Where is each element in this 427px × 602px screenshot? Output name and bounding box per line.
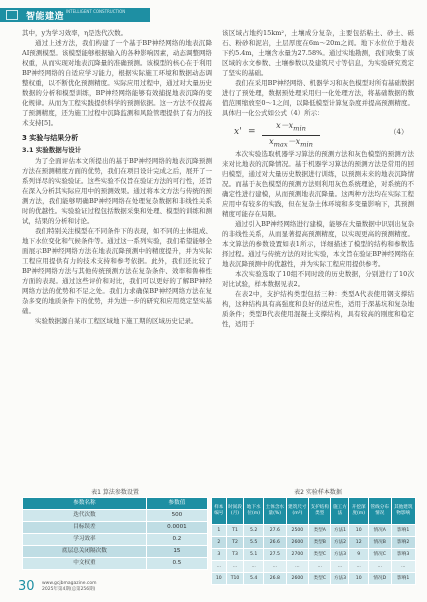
table-cell: 5.2 xyxy=(244,525,264,537)
table-cell: 10 xyxy=(212,573,227,585)
table-header-row xyxy=(23,498,208,510)
table-cell: 1 xyxy=(212,525,227,537)
left-column xyxy=(22,28,212,326)
algorithm-parameter-table xyxy=(22,497,208,570)
table-cell: 2600 xyxy=(286,537,308,549)
table-cell: ... xyxy=(349,561,369,573)
table2-caption: 表2 实验样本数据 xyxy=(294,489,342,496)
table-cell: 26.8 xyxy=(263,573,286,585)
formula-lhs: x' xyxy=(234,127,242,137)
table-cell: ... xyxy=(244,561,264,573)
table-cell: 0.5 xyxy=(146,558,207,570)
table-header-cell: 参数值 xyxy=(146,498,207,510)
table-cell: 9 xyxy=(349,549,369,561)
table-row xyxy=(23,558,208,570)
formula-equals: = xyxy=(248,127,256,137)
paragraph: 为了全面评估本文所提出的基于BP神经网络的地表沉降预测方法在预测精度方面的优势，我们在项目设计完成之后，展开了一系列详尽的实验验证。这些实验不仅旨在验证方法的可行性，还旨在深入分析其实际应用中的预测效果。通过将本文方法与传统的预测方法，我们能够明确BP神经网络在处理复杂数据和非线性关系时的优越性。实验验证过程包括数据采集和处理、模型的训练和测试，结果的分析和讨论。 xyxy=(22,157,212,225)
table-cell: 5.1 xyxy=(244,549,264,561)
page-number: 30 xyxy=(18,579,35,594)
table-cell: T10 xyxy=(226,573,244,585)
table-cell: 2600 xyxy=(286,573,308,585)
table-cell: 26.6 xyxy=(263,537,286,549)
table-header-cell: 建筑尺寸(m²) xyxy=(286,498,308,525)
formula-denominator: $x_{max}-x_{min}$ xyxy=(269,136,313,149)
paragraph: 本次实验选取了10组不同时段的历史数据，分别进行了10次对比试验，样本数据见表2。 xyxy=(222,270,414,288)
table-cell: T1 xyxy=(226,525,244,537)
table-cell: 影响3 xyxy=(391,549,415,561)
table-cell: 情况C xyxy=(368,549,391,561)
table-cell: 学习效率 xyxy=(23,534,147,546)
paragraph: 我们在采用BP神经网络、机器学习和灰色模型对所有基础数据进行了预处理，数据预处理采用归一化处理方法，将基础数据的数值范围缩放至0～1之间，以降低模型计算复杂度并提高预测精度。具体归一化公式如公式（4）所示： xyxy=(222,79,414,117)
table-cell: 中文权重 xyxy=(23,558,147,570)
table-cell: 目标误差 xyxy=(23,522,147,534)
table-cell: 方法3 xyxy=(331,573,349,585)
table-header-cell: 土体含水量(%) xyxy=(263,498,286,525)
table-cell: 类型C xyxy=(309,573,331,585)
paragraph: 本次实验选取机器学习算法的预测方法和灰色模型的预测方法来对比地表的沉降情况。基于机器学习算法的预测方法是常用的回归模型，通过对大量历史数据进行训练，以预测未来的地表沉降情况。而基于灰色模型的预测方法则利用灰色系统理论，对系统的不确定性进行建模，从而预测地表沉降量。这两种方法均在实际工程应用中有较多的实践，但在复杂土体环境和多变量影响下，其预测精度可能存在局限。 xyxy=(222,150,414,218)
table-cell: T3 xyxy=(226,549,244,561)
table-cell: 类型A xyxy=(309,525,331,537)
table-cell: 类型B xyxy=(309,537,331,549)
table-cell: 情况D xyxy=(368,573,391,585)
table-cell: 27.6 xyxy=(263,525,286,537)
table-cell: ... xyxy=(331,561,349,573)
table-header-cell: 时间段(月) xyxy=(226,498,244,525)
paragraph: 通过引入BP神经网络进行建模，能够在大量数据中识别出复杂的非线性关系，从而显著提高预测精度，以实现更高的预测精度。本文算法的参数设置如表1所示，详细描述了模型的结构和参数选择过程。通过与传统方法的对比实验，本文旨在验证BP神经网络在地表沉降预测中的优越性，并为实际工程应用提供参考。 xyxy=(222,220,414,268)
fraction-bar xyxy=(262,135,320,136)
table-cell: 2700 xyxy=(286,549,308,561)
table-header-row xyxy=(212,498,416,525)
table-cell: 2 xyxy=(212,537,227,549)
table-cell: ... xyxy=(263,561,286,573)
footer-url: www.gcjbmagazine.com xyxy=(42,581,97,586)
table-cell: 0.0001 xyxy=(146,522,207,534)
table-cell: ... xyxy=(286,561,308,573)
table-cell: 10 xyxy=(349,573,369,585)
table-cell: 5.4 xyxy=(244,573,264,585)
table-cell: 方法3 xyxy=(331,549,349,561)
section-logo-icon xyxy=(6,10,18,20)
paragraph: 我们特别关注模型在不同条件下的表现，如不同的土体组成、地下水位变化和气候条件等。通过这一系列实验，我们希望能够全面展示BP神经网络方法在地表沉降预测中的精度提升，并为实际工程应用提供有力的技术支持和参考依据。此外，我们还比较了BP神经网络方法与其他传统预测方法在复杂条件、效率和鲁棒性方面的表现。通过这些评价和对比，我们可以更好的了解BP神经网络方法的优势和不足之处。我们力求确保BP神经网络方法在复杂多变的地质条件下的优势，并为进一步的研究和应用奠定坚实基础。 xyxy=(22,227,212,315)
paragraph: 该区域占地约15km²，土壤成分复杂，主要包括粘土、砂土、砾石、粉砂和泥岩，土层厚度在6m～20m之间。地下水位位于地表下约5.4m，土壤含水量为27.58%。通过实地勘测，我们收集了该区域的水文参数、土壤参数以及建筑尺寸等信息，为实验研究奠定了坚实的基础。 xyxy=(222,29,414,77)
right-column xyxy=(222,28,414,329)
paragraph: 其中，y为学习效率，η是迭代次数。 xyxy=(22,29,128,37)
table-header-cell: 支护结构类型 xyxy=(309,498,331,525)
formula-fraction xyxy=(262,121,320,149)
table-cell: 12 xyxy=(349,537,369,549)
table-row xyxy=(212,573,416,585)
table-cell: 底层总关闭隔次数 xyxy=(23,546,147,558)
table-header-cell: 样本编号 xyxy=(212,498,227,525)
sample-data-table xyxy=(211,497,416,585)
formula-numerator: $x-x_{min}$ xyxy=(276,121,306,133)
paragraph: 实验数据源自某市工程区域地下施工期的区域历史记录。 xyxy=(35,317,198,325)
table-cell: ... xyxy=(309,561,331,573)
table-cell: 方法2 xyxy=(331,537,349,549)
table-cell: 方法1 xyxy=(331,525,349,537)
section-heading: 3 实验与结果分析 xyxy=(22,134,79,142)
table-cell: 情况B xyxy=(368,537,391,549)
table-row xyxy=(212,537,416,549)
footer-info xyxy=(42,581,132,593)
table-header-cell: 地下水位(m) xyxy=(244,498,264,525)
table-cell: ... xyxy=(212,561,227,573)
table-row xyxy=(23,510,208,522)
section-subtitle: INTELLIGENT CONSTRUCTION xyxy=(66,9,126,14)
table-row xyxy=(212,549,416,561)
table-row xyxy=(23,546,208,558)
table-cell: 27.5 xyxy=(263,549,286,561)
table-cell: ... xyxy=(226,561,244,573)
table-cell: ... xyxy=(391,561,415,573)
table-cell: 5.5 xyxy=(244,537,264,549)
table-header-cell: 管线分布情况 xyxy=(368,498,391,525)
footer-issue: 2025年第4期(总第256期) xyxy=(42,587,96,592)
table-cell: 3 xyxy=(212,549,227,561)
table-row xyxy=(212,525,416,537)
table-row xyxy=(212,561,416,573)
table-cell: 2500 xyxy=(286,525,308,537)
table-cell: 500 xyxy=(146,510,207,522)
formula-number: （4） xyxy=(389,128,408,136)
table-header-cell: 参数名称 xyxy=(23,498,147,510)
section-title: 智能建造 xyxy=(26,12,65,22)
table1-caption: 表1 算法参数设置 xyxy=(91,489,139,496)
table-cell: 类型C xyxy=(309,549,331,561)
table-row xyxy=(23,522,208,534)
table-cell: 影响2 xyxy=(391,537,415,549)
table-row xyxy=(23,534,208,546)
paragraph: 在表2中，支护结构类型包括三种：类型A代表使用钢支撑结构，这种结构具有高强度和良好的适应性，适用于深基坑和复杂地质条件；类型B代表使用混凝土支撑结构，具有较高的刚度和稳定性，适用于 xyxy=(222,290,414,328)
table-cell: 影响1 xyxy=(391,573,415,585)
table-cell: T2 xyxy=(226,537,244,549)
table-cell: 迭代次数 xyxy=(23,510,147,522)
table-cell: 0.2 xyxy=(146,534,207,546)
normalization-formula xyxy=(222,120,414,149)
table-cell: ... xyxy=(368,561,391,573)
table-cell: 10 xyxy=(349,525,369,537)
table-cell: 情况A xyxy=(368,525,391,537)
table-cell: 15 xyxy=(146,546,207,558)
table-header-cell: 其他建筑物影响 xyxy=(391,498,415,525)
table-header-cell: 开挖深度(m) xyxy=(349,498,369,525)
table-cell: 影响1 xyxy=(391,525,415,537)
section-header-bar xyxy=(0,8,150,22)
subsection-heading: 3.1 实验数据与设计 xyxy=(22,146,82,154)
table-header-cell: 施工方法 xyxy=(331,498,349,525)
paragraph: 通过上述方法，我们构建了一个基于BP神经网络的地表沉降AI预测模型。该模型能够根据输入的各种影响因素，动态调整网络权重，从而实现对地表沉降量的准确预测。该模型的核心在于利用BP神经网络的自适应学习能力，根据实际施工环境和数据动态调整权重，以不断优化预测精度。实际应用过程中，通过对大量历史数据的分析和模型训练，BP神经网络能够有效捕捉地表沉降的变化规律。从而为工程实践提供科学的预测依据。这一方法不仅提高了预测精度，还为施工过程中沉降监测和风险管理提供了有力的技术支持[5]。 xyxy=(22,39,212,127)
